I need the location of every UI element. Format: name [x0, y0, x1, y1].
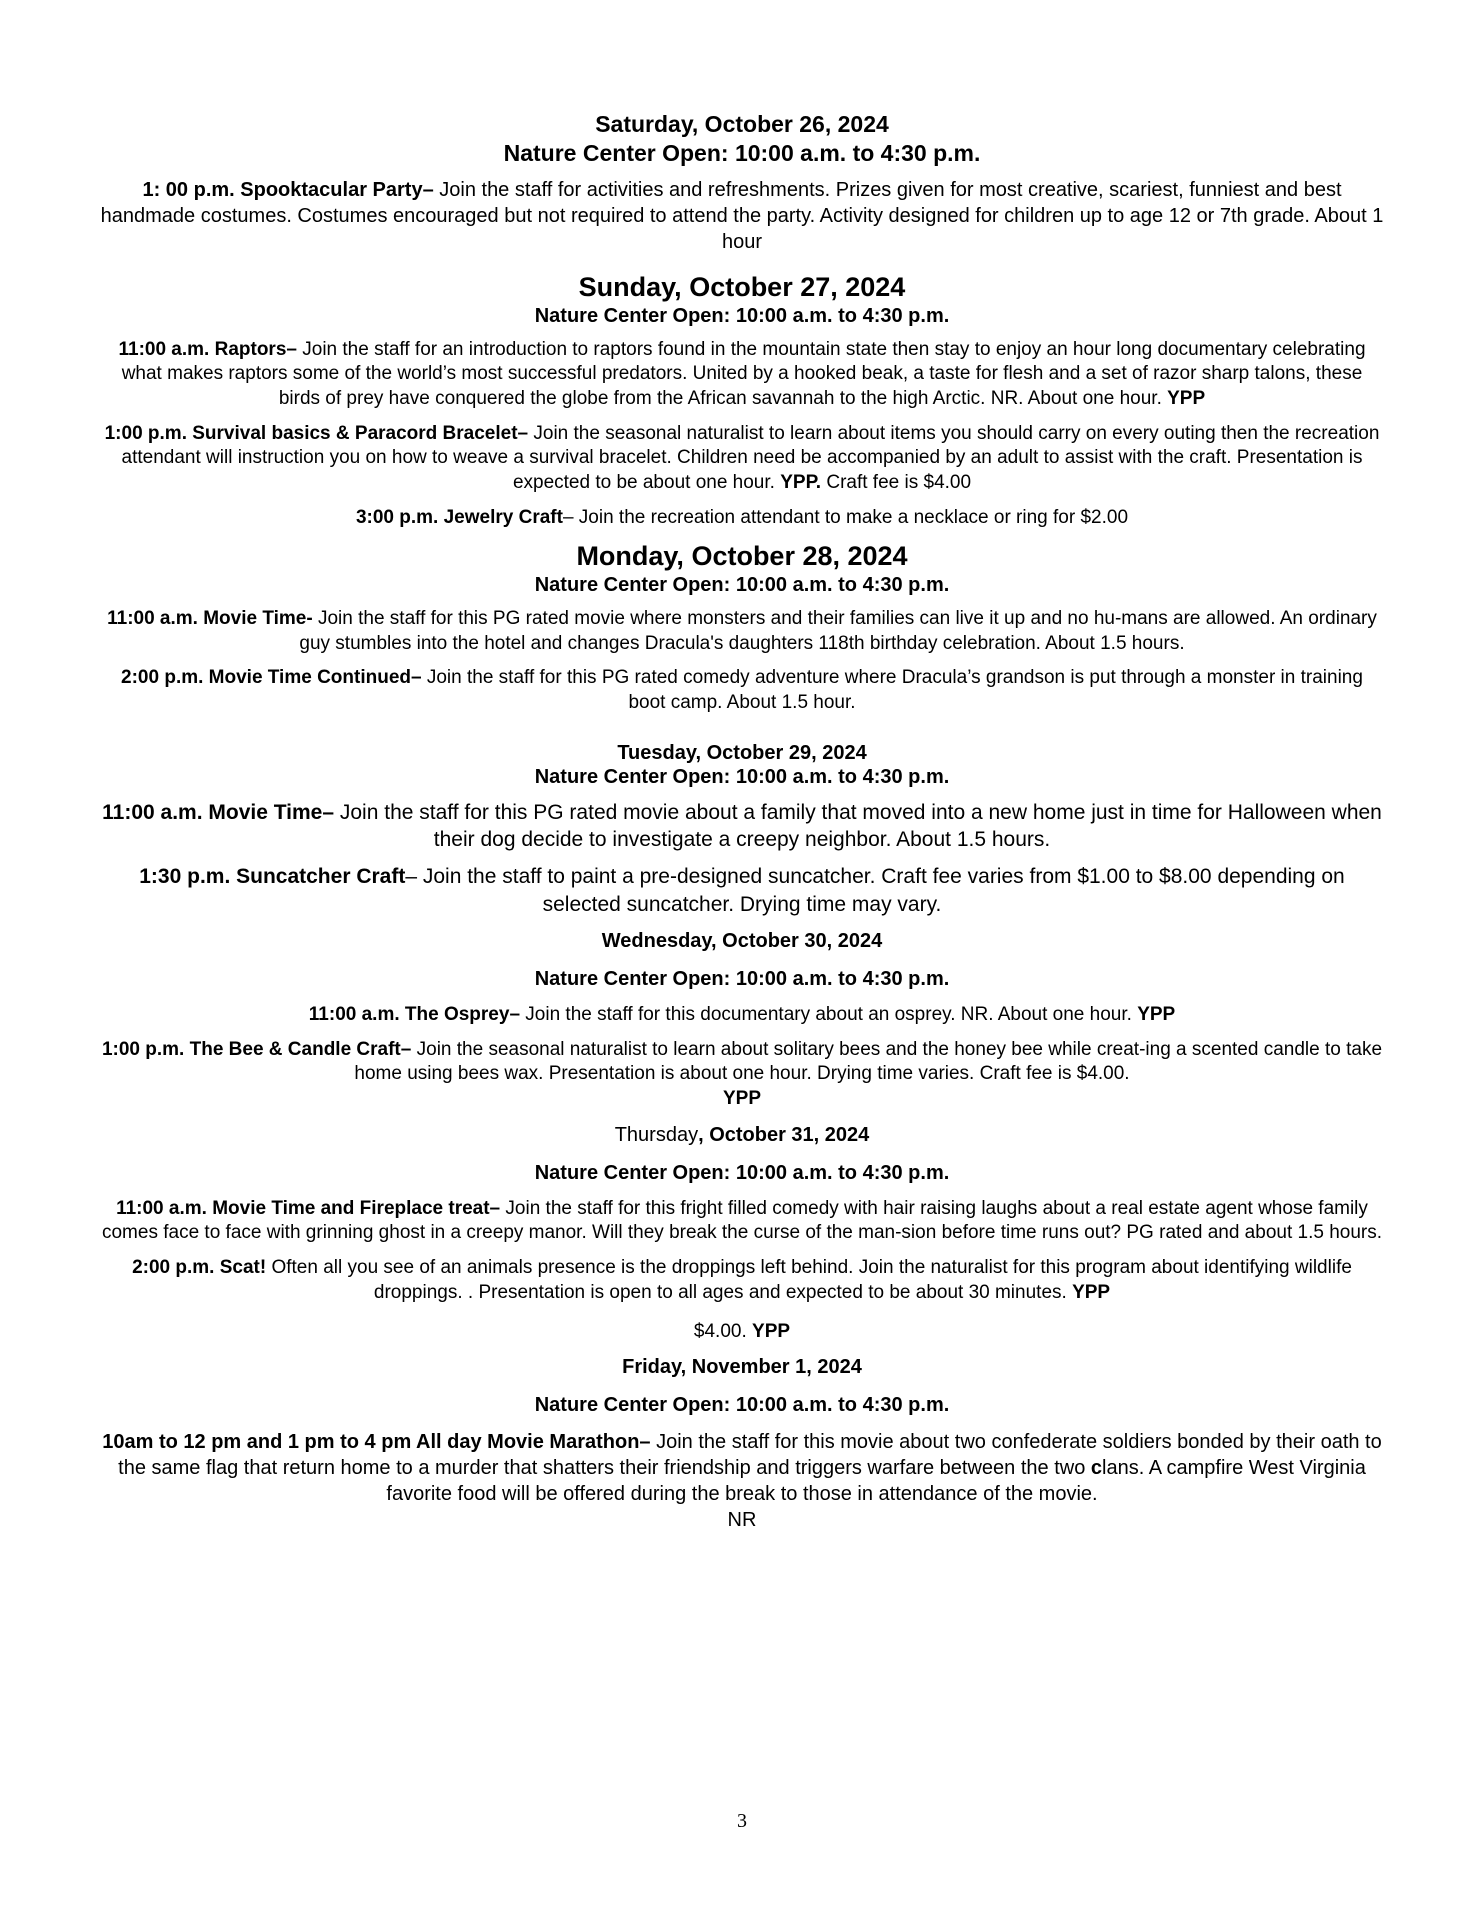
event-tail: Craft fee is $4.00 [821, 472, 972, 494]
day-date-text: , October 31, 2024 [698, 1123, 870, 1146]
day-hours: Nature Center Open: 10:00 a.m. to 4:30 p.m. [534, 574, 950, 597]
day-date: Tuesday, October 29, 2024 [617, 741, 867, 764]
day-hours: Nature Center Open: 10:00 a.m. to 4:30 p.m. [503, 139, 981, 166]
event [100, 506, 1384, 531]
event-body: Join the staff for this PG rated movie where monsters and their families can live it up and no hu-mans are allowed. An ordinary guy stumbles into the hotel and changes Dracula's daughters 118th birthday celebration. About 1.5 hours. [299, 608, 1377, 654]
event-tag: YPP [1137, 1004, 1176, 1026]
event-body: Join the staff for an introduction to raptors found in the mountain state then stay to enjoy an hour long documentary celebrating what makes raptors some of the world’s most successful predators. United by a hooked beak, a taste for flesh and a set of razor sharp talons, these birds of prey have conquered the globe from the African savannah to the high Arctic. NR. About one hour. [121, 338, 1366, 409]
event [100, 177, 1384, 255]
event-body: Join the staff for this fright filled comedy with hair raising laughs about a real estate agent whose family comes face to face with grinning ghost in a creepy manor. Will they break the curse of the man-sion before time runs out? PG rated and about 1.5 hours. [101, 1197, 1383, 1244]
day-name: Thursday [614, 1123, 699, 1146]
event [100, 1320, 1384, 1345]
event [100, 422, 1384, 496]
event-tag: YPP. [780, 472, 822, 494]
event [100, 1197, 1384, 1246]
event [100, 1038, 1384, 1112]
event-body: – Join the recreation attendant to make a necklace or ring for $2.00 [562, 506, 1129, 528]
schedule-page [100, 110, 1384, 1543]
day-date: Wednesday, October 30, 2024 [601, 930, 883, 953]
day-date: Friday, November 1, 2024 [622, 1356, 862, 1379]
event-title: 1:30 p.m. Suncatcher Craft [139, 865, 406, 889]
event-body: $4.00. [693, 1320, 753, 1342]
day-friday [100, 1354, 1384, 1533]
day-hours: Nature Center Open: 10:00 a.m. to 4:30 p.m. [534, 1161, 950, 1184]
day-hours: Nature Center Open: 10:00 a.m. to 4:30 p.m. [534, 968, 950, 991]
event-title: 2:00 p.m. Scat! [132, 1257, 267, 1279]
event [100, 338, 1384, 412]
day-hours: Nature Center Open: 10:00 a.m. to 4:30 p.m. [534, 765, 950, 788]
event-body: Often all you see of an animals presence is the droppings left behind. Join the naturalist for this program about identifying wildlife droppings. . Presentation is open to all ages and expected to be about 30 minutes. [266, 1257, 1352, 1303]
event-tag: YPP [722, 1088, 762, 1110]
day-date [100, 1122, 1384, 1148]
day-date: Saturday, October 26, 2024 [595, 111, 889, 137]
day-date: Monday, October 28, 2024 [576, 541, 908, 572]
event-title: 1: 00 p.m. Spooktacular Party– [142, 178, 434, 201]
event-tag: YPP [1072, 1281, 1111, 1303]
day-monday [100, 542, 1384, 715]
event-body: Join the staff for this documentary about an osprey. NR. About one hour. [520, 1004, 1138, 1026]
event [100, 863, 1384, 918]
event [100, 799, 1384, 854]
day-tuesday [100, 740, 1384, 918]
event-title: 11:00 a.m. The Osprey– [308, 1004, 521, 1026]
event-title: 3:00 p.m. Jewelry Craft [355, 506, 563, 528]
event-body-cont: lans. A campfire West Virginia favorite food will be offered during the break to those in attendance of the movie. [386, 1457, 1366, 1506]
event-body: Join the staff for this PG rated movie about a family that moved into a new home just in time for Halloween when their dog decide to investigate a creepy neighbor. About 1.5 hours. [334, 800, 1382, 852]
event [100, 666, 1384, 715]
event-title: 11:00 a.m. Movie Time- [107, 608, 313, 630]
event-tag: YPP [1167, 387, 1206, 409]
event-body: Join the seasonal naturalist to learn about items you should carry on every outing then the recreation attendant will instruction you on how to weave a survival bracelet. Children need be accompanied by an adult to assist with the craft. Presentation is expected to be about one hour. [121, 422, 1380, 494]
event-body: – Join the staff to paint a pre-designed suncatcher. Craft fee varies from $1.00 to $8.00 depending on selected suncatcher. Drying time may vary. [405, 865, 1345, 916]
event-title: 1:00 p.m. Survival basics & Paracord Bracelet– [104, 422, 529, 444]
day-thursday [100, 1122, 1384, 1344]
event-title: 11:00 a.m. Movie Time– [102, 800, 335, 824]
event-title: 1:00 p.m. The Bee & Candle Craft– [101, 1038, 412, 1060]
event-tag: YPP [752, 1320, 791, 1342]
day-wednesday [100, 928, 1384, 1112]
event-body: Join the staff for this movie about two confederate soldiers bonded by their oath to the same flag that return home to a murder that shatters their friendship and triggers warfare between the two [118, 1431, 1382, 1480]
event-body: Join the seasonal naturalist to learn about solitary bees and the honey bee while creat-ing a scented candle to take home using bees wax. Presentation is about one hour. Drying time varies. Craft fee is $4.00. [354, 1038, 1383, 1085]
event-bold-letter: c [1090, 1457, 1103, 1480]
event-title: 11:00 a.m. Raptors– [118, 338, 297, 360]
event-body: Join the staff for this PG rated comedy adventure where Dracula’s grandson is put through a monster in training boot camp. About 1.5 hour. [421, 667, 1363, 714]
event-title: 2:00 p.m. Movie Time Continued– [121, 667, 422, 689]
event [100, 1003, 1384, 1028]
day-hours: Nature Center Open: 10:00 a.m. to 4:30 p.m. [534, 304, 950, 327]
day-saturday [100, 110, 1384, 255]
event [100, 607, 1384, 656]
event [100, 1429, 1384, 1533]
page-number: 3 [737, 1810, 747, 1832]
day-sunday [100, 273, 1384, 531]
day-date: Sunday, October 27, 2024 [578, 271, 906, 302]
event-title: 11:00 a.m. Movie Time and Fireplace treat– [116, 1197, 501, 1219]
day-hours: Nature Center Open: 10:00 a.m. to 4:30 p.m. [534, 1394, 950, 1417]
event-rating: NR [727, 1509, 757, 1532]
event-body: Join the staff for activities and refreshments. Prizes given for most creative, scariest, funniest and best handmade costumes. Costumes encouraged but not required to attend the party. Activity designed for children up to age 12 or 7th grade. About 1 hour [100, 178, 1384, 253]
event-title: 10am to 12 pm and 1 pm to 4 pm All day Movie Marathon– [102, 1431, 651, 1454]
event [100, 1256, 1384, 1305]
